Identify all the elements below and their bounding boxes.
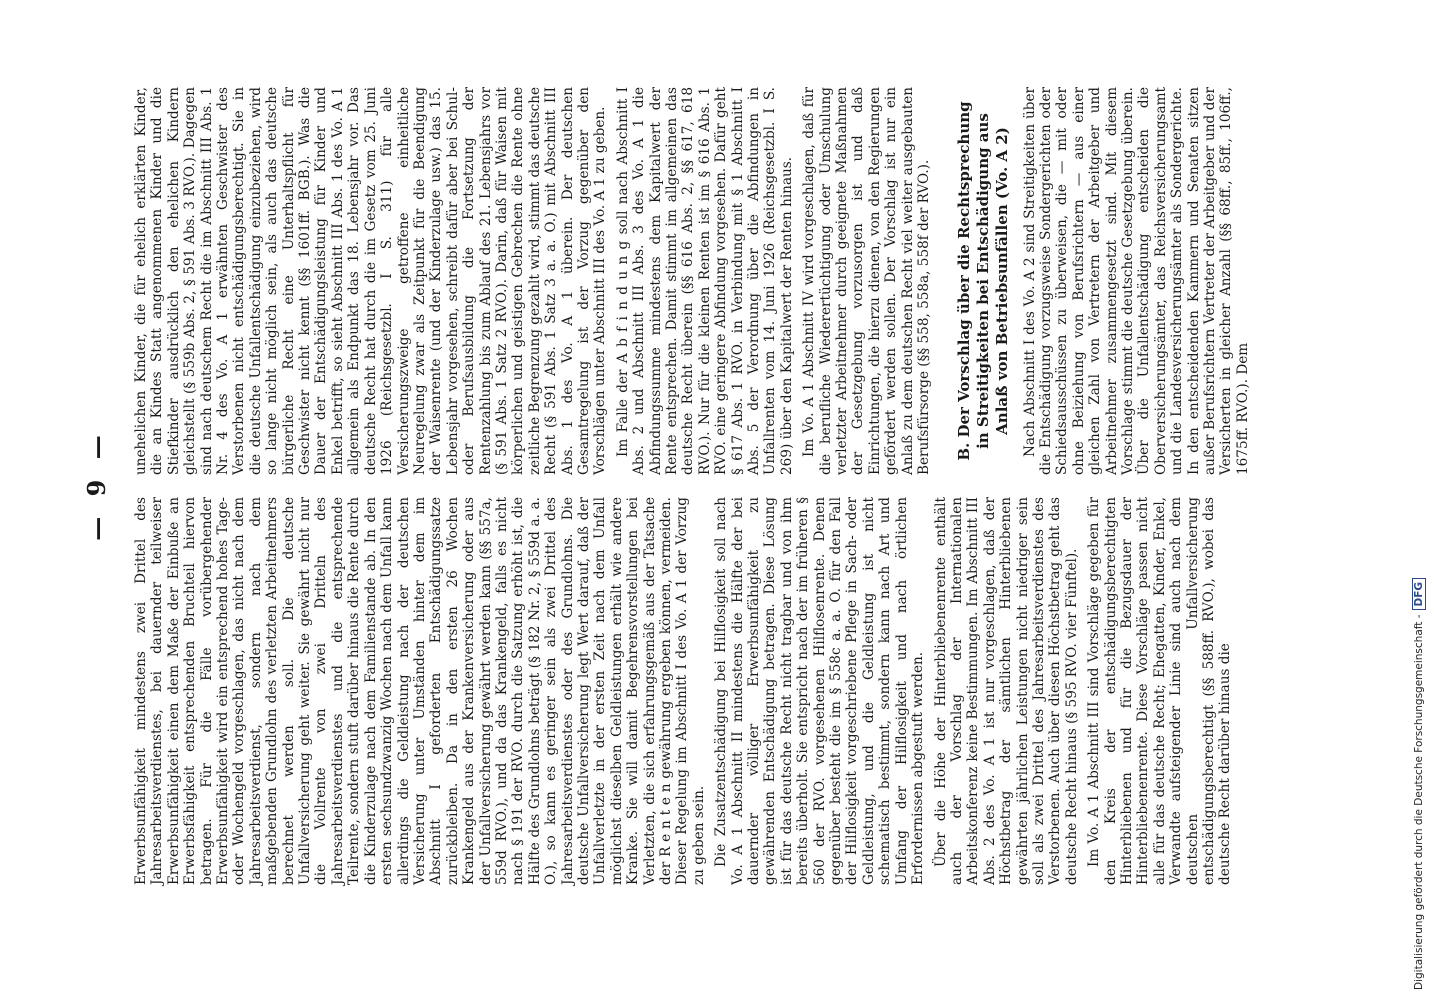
paragraph: Nach Abschnitt I des Vo. A 2 sind Streitigkeiten über die Entschädigung vorzugsweise Sondergerichten oder Schiedsausschüssen zu überweisen, die — mit oder ohne Beiziehung von Berufsrichtern — aus einer gleichen Zahl von Vertretern der Arbeitgeber und Arbeitnehmer zusammengesetzt sind. Mit diesem Vorschlage stimmt die deutsche Gesetzgebung überein. Über die Unfallentschädigung entscheiden die Oberversicherungsämter, das Reichsversicherungsamt und die Landesversicherungsämter als Sondergerichte. In den entscheidenden Kammern und Senaten sitzen außer Berufsrichtern Vertreter der Arbeitgeber und der Versicherten in gleicher Anzahl (§§ 68ff., 85ff., 106ff., 1675ff. RVO.). Dem (1021, 87, 1251, 475)
paragraph: Über die Höhe der Hinterbliebenenrente enthält auch der Vorschlag der Internationalen Arbeitskonferenz keine Bestimmungen. Im Abschnitt III Abs. 2 des Vo. A 1 ist nur vorgeschlagen, daß der Höchstbetrag der sämtlichen Hinterbliebenen gewährten jährlichen Leistungen nicht niedriger sein soll als zwei Drittel des Jahresarbeitsverdienstes des Verstorbenen. Auch über diesen Höchstbetrag geht das deutsche Recht hinaus (§ 595 RVO. vier Fünftel). (932, 497, 1080, 885)
paragraph: Die Zusatzentschädigung bei Hilflosigkeit soll nach Vo. A 1 Abschnitt II mindestens die Hälfte der bei dauernder völliger Erwerbsunfähigkeit zu gewährenden Entschädigung betragen. Diese Lösung ist für das deutsche Recht nicht tragbar und von ihm bereits überholt. Sie entspricht nach der im früheren § 560 der RVO. vorgesehenen Hilflosenrente. Denen gegenüber besteht die im § 558c a. a. O. für den Fall der Hilflosigkeit vorgeschriebene Pflege in Sach- oder Geldleistung, und die Geldleistung ist nicht schematisch bestimmt, sondern kann nach Art und Umfang der Hilflosigkeit und nach örtlichen Erfordernissen abgestuft werden. (713, 497, 927, 885)
paragraph: Im Vo. A 1 Abschnitt IV wird vorgeschlagen, daß für die berufliche Wiederertüchtigung oder Umschulung verletzter Arbeitnehmer durch geeignete Maßnahmen der Gesetzgebung vorzusorgen ist und daß Einrichtungen, die hierzu dienen, von den Regierungen gefördert werden sollen. Der Vorschlag ist nur ein Anlaß zu dem deutschen Recht viel weiter ausgebauten Berufsfürsorge (§§ 558, 558a, 558f der RVO.). (801, 87, 933, 475)
digitization-credit (1412, 578, 1426, 990)
left-text-column (133, 497, 1234, 885)
document-page (47, 65, 1251, 905)
paragraph: unehelichen Kinder, die für ehelich erklärten Kinder, die an Kindes Statt angenommenen Kinder und die Stiefkinder ausdrücklich den ehelichen Kindern gleichstellt (§ 559b Abs. 2, § 591 Abs. 3 RVO.). Dagegen sind nach deutschem Recht die im Abschnitt III Abs. 1 Nr. 4 des Vo. A 1 erwähnten Geschwister des Verstorbenen nicht entschädigungsberechtigt. Sie in die deutsche Unfallentschädigung einzubeziehen, wird so lange nicht möglich sein, als auch das deutsche bürgerliche Recht eine Unterhaltspflicht für Geschwister nicht kennt (§§ 1601ff. BGB.). Was die Dauer der Entschädigungsleistung für Kinder und Enkel betrifft, so sieht Abschnitt III Abs. 1 des Vo. A 1 allgemein als Endpunkt das 18. Lebensjahr vor. Das deutsche Recht hat durch die im Gesetz vom 25. Juni 1926 (Reichsgesetzbl. I S. 311) für alle Versicherungszweige getroffene einheitliche Neuregelung zwar als Zeitpunkt für die Beendigung der Waisenrente (und der Kinderzulage usw.) das 15. Lebensjahr vorgesehen, schreibt dafür aber bei Schul- oder Berufsausbildung die Fortsetzung der Rentenzahlung bis zum Ablauf des 21. Lebensjahrs vor (§ 591 Abs. 1 Satz 2 RVO.). Darin, daß für Waisen mit körperlichen und geistigen Gebrechen die Rente ohne zeitliche Begrenzung gezahlt wird, stimmt das deutsche Recht (§ 591 Abs. 1 Satz 3 a. a. O.) mit Abschnitt III Abs. 1 des Vo. A 1 überein. Der deutschen Gesamtregelung ist der Vorzug gegenüber den Vorschlägen unter Abschnitt III des Vo. A 1 zu geben. (133, 87, 609, 475)
paragraph: Im Vo. A 1 Abschnitt III sind Vorschläge gegeben für den Kreis der entschädigungsberechtigten Hinterbliebenen und für die Bezugsdauer der Hinterbliebenenrente. Diese Vorschläge passen nicht alle für das deutsche Recht; Ehegatten, Kinder, Enkel, Verwandte aufsteigender Linie sind auch nach dem deutschen Unfallversicherung entschädigungsberechtigt (§§ 588ff. RVO.), wobei das deutsche Recht darüber hinaus die (1086, 497, 1234, 885)
dfg-logo: DFG (1412, 578, 1426, 611)
section-heading: B. Der Vorschlag über die Rechtsprechung in Streitigkeiten bei Entschädigung aus Anlaß von Betriebsunfällen (Vo. A 2) (954, 101, 1011, 461)
paragraph: Im Falle der A b f i n d u n g soll nach Abschnitt I Abs. 2 und Abschnitt III Abs. 3 des Vo. A 1 die Abfindungssumme mindestens dem Kapitalwert der Rente entsprechen. Damit stimmt im allgemeinen das deutsche Recht überein (§§ 616 Abs. 2, §§ 617, 618 RVO.). Nur für die kleinen Renten ist im § 616 Abs. 1 RVO. eine geringere Abfindung vorgesehen. Dafür geht § 617 Abs. 1 RVO. in Verbindung mit § 1 Abschnitt I Abs. 5 der Verordnung über die Abfindungen in Unfallrenten vom 14. Juni 1926 (Reichsgesetzbl. I S. 269) über den Kapitalwert der Renten hinaus. (614, 87, 795, 475)
page-number: — 9 — (82, 429, 111, 541)
right-text-column (133, 87, 1251, 475)
credit-text: Digitalisierung gefördert durch die Deutsche Forschungsgemeinschaft - (1413, 614, 1425, 990)
paragraph: Erwerbsunfähigkeit mindestens zwei Drittel des Jahresarbeitsverdienstes, bei dauernder teilweiser Erwerbsunfähigkeit einen dem Maße der Einbuße an Erwerbsfähigkeit entsprechenden Bruchteil hiervon betragen. Für die Fälle vorübergehender Erwerbsunfähigkeit wird ein entsprechend hohes Tage- oder Wochengeld vorgeschlagen, das nicht nach dem Jahresarbeitsverdienst, sondern nach dem maßgebenden Grundlohn des verletzten Arbeitnehmers berechnet werden soll. Die deutsche Unfallversicherung geht weiter. Sie gewährt nicht nur die Vollrente von zwei Dritteln des Jahresarbeitsverdienstes und die entsprechende Teilrente, sondern stuft darüber hinaus die Rente durch die Kinderzulage nach dem Familienstande ab. In den ersten sechsundzwanzig Wochen nach dem Unfall kann allerdings die Geldleistung nach der deutschen Versicherung unter Umständen hinter dem im Abschnitt I geforderten Entschädigungssatze zurückbleiben. Da in den ersten 26 Wochen Krankengeld aus der Krankenversicherung oder aus der Unfallversicherung gewährt werden kann (§§ 557a, 559d RVO.), und da das Krankengeld, falls es nicht nach § 191 der RVO. durch die Satzung erhöht ist, die Hälfte des Grundlohns beträgt (§ 182 Nr. 2, § 559d a. a. O.), so kann es geringer sein als zwei Drittel des Jahresarbeitsverdienstes oder des Grundlohns. Die deutsche Unfallversicherung legt Wert darauf, daß der Unfallverletzte in der ersten Zeit nach dem Unfall möglichst dieselben Geldleistungen erhält wie andere Kranke. Sie will damit Begehrensvorstellungen bei Verletzten, die sich erfahrungsgemäß aus der Tatsache der R e n t e n gewährung ergeben können, vermeiden. Dieser Regelung im Abschnitt I des Vo. A 1 der Vorzug zu geben sein. (133, 497, 707, 885)
